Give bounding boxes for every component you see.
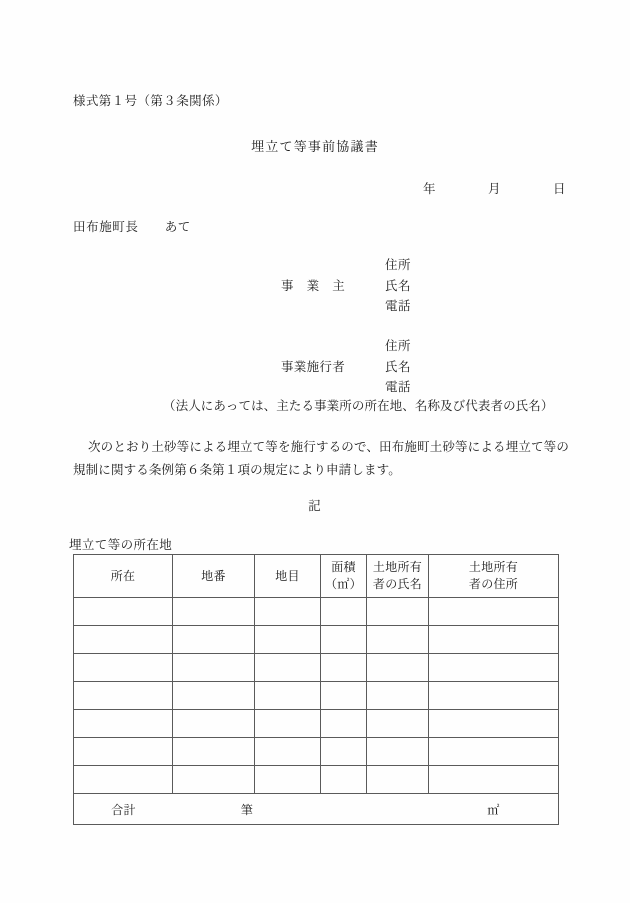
field-label-phone: 電話 [385, 299, 412, 313]
cell-owner-address[interactable] [429, 598, 559, 626]
land-table-body [74, 598, 559, 794]
cell-land-category[interactable] [255, 654, 321, 682]
cell-area[interactable] [321, 654, 367, 682]
header-line: 土地所有 [468, 560, 519, 574]
table-row [74, 682, 559, 710]
addressee-line: 田布施町長 あて [73, 220, 191, 234]
cell-owner-address[interactable] [429, 738, 559, 766]
cell-owner-name[interactable] [367, 682, 429, 710]
body-paragraph [73, 436, 569, 482]
cell-location[interactable] [74, 626, 173, 654]
cell-area[interactable] [321, 682, 367, 710]
cell-location[interactable] [74, 654, 173, 682]
corporate-note: （法人にあっては、主たる事業所の所在地、名称及び代表者の氏名） [163, 399, 554, 413]
cell-area[interactable] [321, 626, 367, 654]
cell-lot-number[interactable] [173, 766, 255, 794]
body-text: 次のとおり土砂等による埋立て等を施行するので、田布施町土砂等による埋立て等の規制に関する条例第６条第１項の規定により申請します。 [73, 440, 569, 477]
cell-owner-name[interactable] [367, 654, 429, 682]
column-header-land-category [255, 555, 321, 598]
party-row-phone [281, 296, 411, 317]
cell-owner-address[interactable] [429, 682, 559, 710]
cell-land-category[interactable] [255, 766, 321, 794]
land-table [73, 554, 559, 825]
total-label: 合計 [111, 802, 136, 817]
total-row-merged-cell [74, 794, 559, 825]
cell-lot-number[interactable] [173, 598, 255, 626]
land-table-header [74, 555, 559, 598]
cell-land-category[interactable] [255, 710, 321, 738]
field-label-phone: 電話 [385, 380, 412, 394]
column-header-owner-address [429, 555, 559, 598]
cell-land-category[interactable] [255, 682, 321, 710]
field-label-address: 住所 [385, 339, 412, 353]
party-row-address [281, 255, 411, 276]
field-label-name: 氏名 [385, 278, 412, 293]
cell-owner-name[interactable] [367, 766, 429, 794]
cell-owner-address[interactable] [429, 654, 559, 682]
header-line: 地番 [201, 568, 226, 583]
cell-lot-number[interactable] [173, 738, 255, 766]
table-row [74, 626, 559, 654]
cell-location[interactable] [74, 766, 173, 794]
field-label-address: 住所 [385, 258, 412, 272]
column-header-lot-number [173, 555, 255, 598]
cell-owner-name[interactable] [367, 626, 429, 654]
table-header-row [74, 555, 559, 598]
party-row-address [281, 336, 411, 357]
date-line: 年 月 日 [422, 182, 566, 196]
cell-location[interactable] [74, 682, 173, 710]
header-line: 面積 [331, 560, 356, 574]
party-row-name [281, 276, 411, 297]
table-row [74, 766, 559, 794]
header-line: 地目 [275, 568, 300, 583]
table-row [74, 654, 559, 682]
cell-lot-number[interactable] [173, 710, 255, 738]
cell-area[interactable] [321, 738, 367, 766]
table-row [74, 738, 559, 766]
table-total-row [74, 794, 559, 825]
party-row-phone [281, 377, 411, 398]
document-title: 埋立て等事前協議書 [251, 139, 379, 154]
header-line: 者の住所 [468, 577, 519, 591]
cell-area[interactable] [321, 598, 367, 626]
cell-owner-name[interactable] [367, 710, 429, 738]
cell-owner-address[interactable] [429, 766, 559, 794]
table-row [74, 598, 559, 626]
column-header-area [321, 555, 367, 598]
total-count-unit[interactable]: 筆 [240, 802, 254, 817]
total-area-unit[interactable]: ㎡ [487, 802, 500, 817]
form-number: 様式第１号（第３条関係） [73, 94, 228, 108]
party-label-business-owner: 事 業 主 [281, 278, 346, 293]
header-line: 所在 [110, 568, 136, 583]
cell-owner-address[interactable] [429, 710, 559, 738]
cell-location[interactable] [74, 598, 173, 626]
cell-area[interactable] [321, 710, 367, 738]
cell-area[interactable] [321, 766, 367, 794]
cell-land-category[interactable] [255, 598, 321, 626]
land-table-footer [74, 794, 559, 825]
cell-lot-number[interactable] [173, 682, 255, 710]
cell-lot-number[interactable] [173, 626, 255, 654]
table-row [74, 710, 559, 738]
header-line: 土地所有 [372, 560, 423, 574]
column-header-owner-name [367, 555, 429, 598]
cell-owner-name[interactable] [367, 738, 429, 766]
cell-land-category[interactable] [255, 738, 321, 766]
cell-owner-address[interactable] [429, 626, 559, 654]
cell-land-category[interactable] [255, 626, 321, 654]
party-label-project-executor: 事業施行者 [281, 359, 346, 374]
column-header-location [74, 555, 173, 598]
party-row-name [281, 357, 411, 378]
ki-mark: 記 [308, 499, 322, 513]
land-table-caption: 埋立て等の所在地 [69, 538, 173, 552]
header-line: 者の氏名 [372, 577, 423, 591]
cell-location[interactable] [74, 738, 173, 766]
cell-owner-name[interactable] [367, 598, 429, 626]
party-block-business-owner [281, 255, 411, 317]
cell-location[interactable] [74, 710, 173, 738]
field-label-name: 氏名 [385, 359, 412, 374]
header-line-unit: （㎡） [325, 577, 362, 591]
party-block-project-executor [281, 336, 411, 398]
cell-lot-number[interactable] [173, 654, 255, 682]
